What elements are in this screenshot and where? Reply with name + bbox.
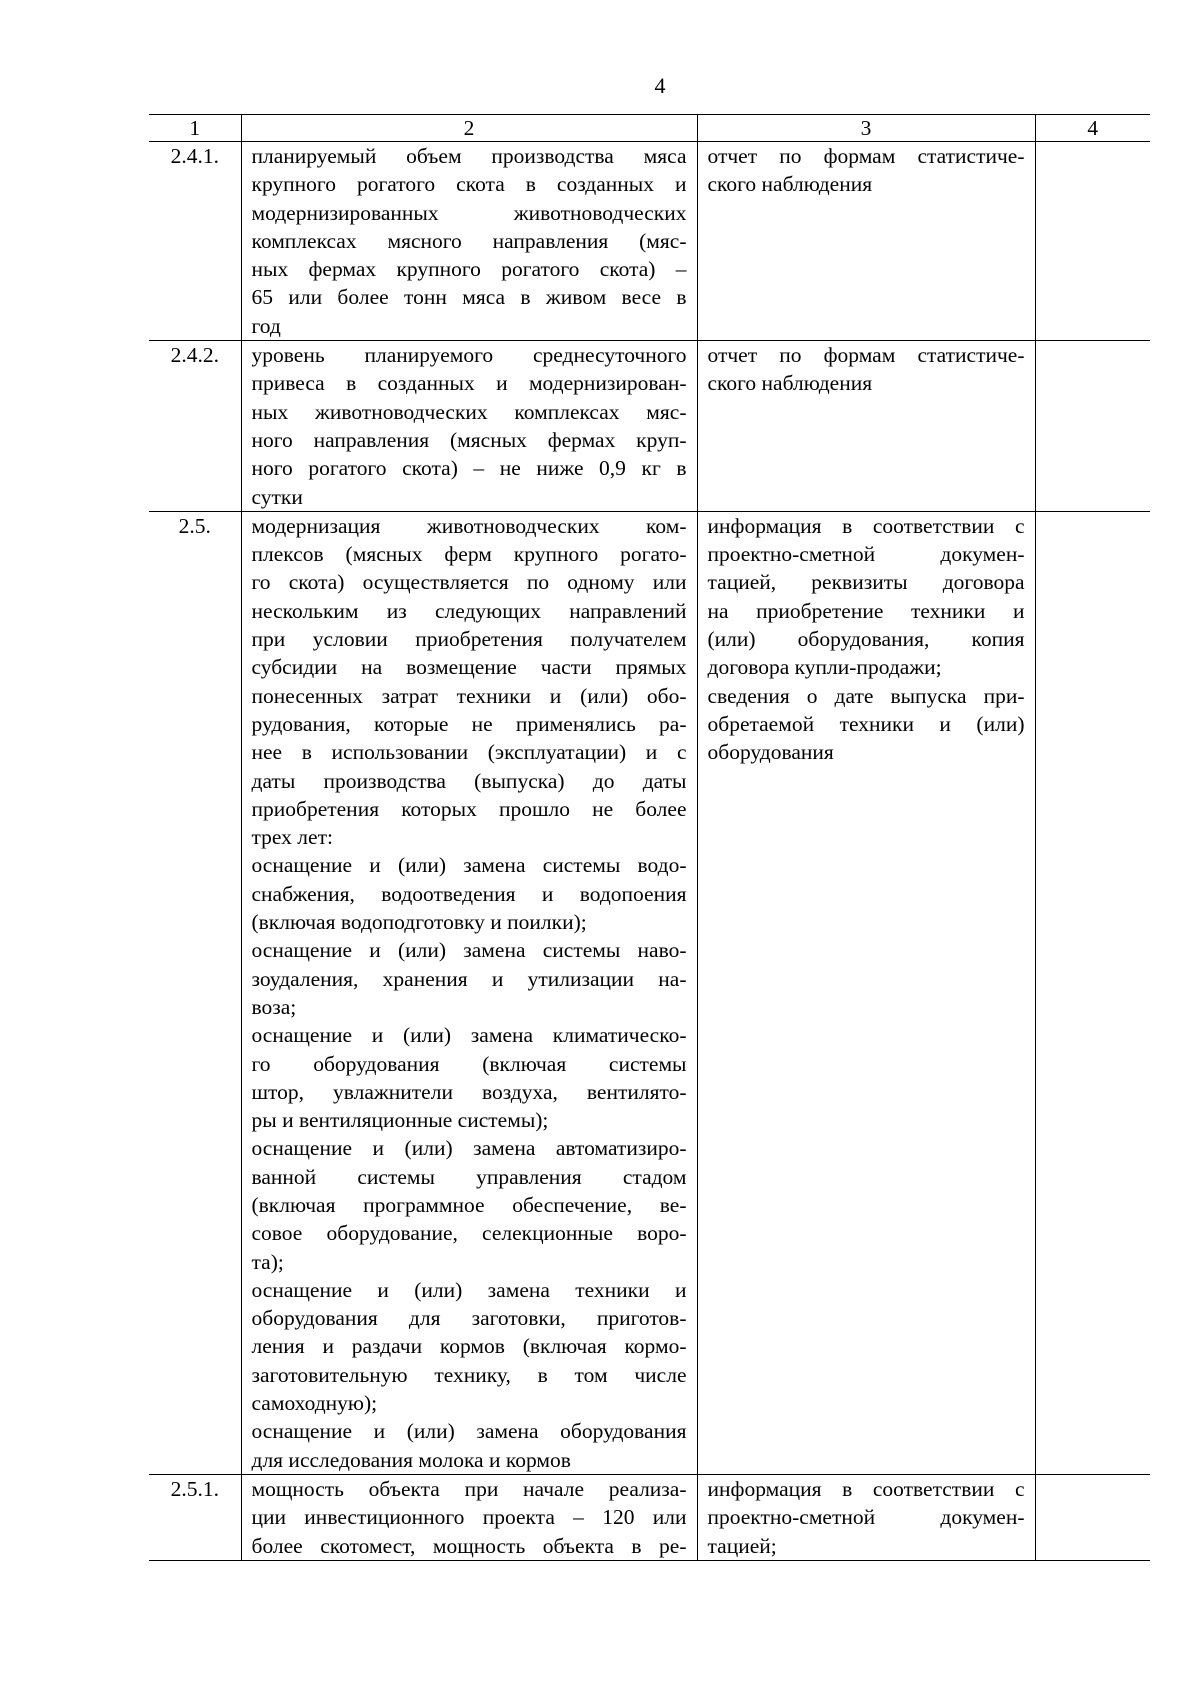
text-line: ных животноводческих комплексах мяс- [251, 399, 687, 424]
text-line: отчет по формам статистиче- [707, 343, 1025, 368]
text-line: заготовительную технику, в том числе [251, 1362, 687, 1387]
text-line: оснащение и (или) замена автоматизиро- [251, 1136, 687, 1161]
text-line: нее в использовании (эксплуатации) и с [251, 740, 687, 765]
text-line: тацией; [707, 1533, 777, 1558]
text-line: нескольким из следующих направлений [251, 598, 687, 623]
text-line: совое оборудование, селекционные воро- [251, 1221, 687, 1246]
text-line: информация в соответствии с [707, 1476, 1025, 1501]
text-line: на приобретение техники и [707, 598, 1025, 623]
text-line: проектно-сметной докумен- [707, 542, 1025, 567]
row-description [241, 341, 697, 512]
text-line: планируемый объем производства мяса [251, 144, 687, 168]
text-line: для исследования молока и кормов [251, 1447, 571, 1472]
text-line: уровень планируемого среднесуточного [251, 343, 687, 368]
text-line: ного рогатого скота) – не ниже 0,9 кг в [251, 456, 687, 481]
row-documents [697, 1474, 1035, 1560]
text-line: оборудования для заготовки, приготов- [251, 1306, 687, 1331]
text-line: модернизированных животноводческих [251, 200, 687, 225]
text-line: го оборудования (включая системы [251, 1051, 687, 1076]
text-line: модернизация животноводческих ком- [251, 513, 687, 538]
text-line: ления и раздачи кормов (включая кормо- [251, 1334, 687, 1359]
column-header-1: 1 [149, 115, 241, 142]
row-col4 [1035, 1474, 1150, 1560]
text-line: обретаемой техники и (или) [707, 711, 1025, 736]
text-line: ных фермах крупного рогатого скота) – [251, 257, 687, 282]
text-line: (или) оборудования, копия [707, 627, 1025, 652]
row-number: 2.5.1. [149, 1474, 241, 1560]
text-line: информация в соответствии с [707, 513, 1025, 538]
column-header-4: 4 [1035, 115, 1150, 142]
text-line: сведения о дате выпуска при- [707, 683, 1025, 708]
table-row [149, 142, 1150, 341]
text-line: крупного рогатого скота в созданных и [251, 172, 687, 197]
row-col4 [1035, 142, 1150, 341]
table-header-row [149, 115, 1150, 142]
text-line: снабжения, водоотведения и водопоения [251, 881, 687, 906]
row-documents [697, 341, 1035, 512]
text-line: год [251, 313, 281, 338]
column-header-3: 3 [697, 115, 1035, 142]
text-line: ного направления (мясных фермах круп- [251, 427, 687, 452]
text-line: оснащение и (или) замена системы наво- [251, 938, 687, 963]
text-line: ского наблюдения [707, 371, 873, 396]
text-line: та); [251, 1249, 284, 1274]
row-documents [697, 511, 1035, 1474]
text-line: оснащение и (или) замена системы водо- [251, 853, 687, 878]
row-description [241, 1474, 697, 1560]
text-line: мощность объекта при начале реализа- [251, 1476, 687, 1501]
text-line: оснащение и (или) замена техники и [251, 1277, 687, 1302]
text-line: ции инвестиционного проекта – 120 или [251, 1505, 687, 1530]
text-line: субсидии на возмещение части прямых [251, 655, 687, 680]
row-documents [697, 142, 1035, 341]
row-col4 [1035, 511, 1150, 1474]
text-line: (включая водоподготовку и поилки); [251, 910, 587, 935]
text-line: 65 или более тонн мяса в живом весе в [251, 285, 687, 310]
text-line: плексов (мясных ферм крупного рогато- [251, 542, 687, 567]
text-line: трех лет: [251, 825, 333, 850]
text-line: го скота) осуществляется по одному или [251, 570, 687, 595]
text-line: при условии приобретения получателем [251, 627, 687, 652]
row-number: 2.4.1. [149, 142, 241, 341]
text-line: договора купли-продажи; [707, 655, 942, 680]
table-row [149, 1474, 1150, 1560]
row-col4 [1035, 341, 1150, 512]
text-line: приобретения которых прошло не более [251, 796, 687, 821]
text-line: привеса в созданных и модернизирован- [251, 371, 687, 396]
page-number: 4 [654, 73, 666, 98]
text-line: оснащение и (или) замена климатическо- [251, 1023, 687, 1048]
text-line: оборудования [707, 740, 834, 765]
text-line: зоудаления, хранения и утилизации на- [251, 966, 687, 991]
table-row [149, 341, 1150, 512]
row-number: 2.4.2. [149, 341, 241, 512]
text-line: штор, увлажнители воздуха, вентилято- [251, 1079, 687, 1104]
row-description [241, 142, 697, 341]
text-line: даты производства (выпуска) до даты [251, 768, 687, 793]
text-line: самоходную); [251, 1391, 378, 1416]
text-line: сутки [251, 484, 303, 509]
text-line: ры и вентиляционные системы); [251, 1108, 549, 1133]
text-line: понесенных затрат техники и (или) обо- [251, 683, 687, 708]
text-line: воза; [251, 994, 297, 1019]
row-description [241, 511, 697, 1474]
text-line: (включая программное обеспечение, ве- [251, 1192, 687, 1217]
text-line: более скотомест, мощность объекта в ре- [251, 1533, 687, 1558]
column-header-2: 2 [241, 115, 697, 142]
criteria-table [149, 114, 1150, 1561]
text-line: отчет по формам статистиче- [707, 144, 1025, 168]
text-line: комплексах мясного направления (мяс- [251, 228, 687, 253]
text-line: ванной системы управления стадом [251, 1164, 687, 1189]
text-line: рудования, которые не применялись ра- [251, 711, 687, 736]
text-line: проектно-сметной докумен- [707, 1505, 1025, 1530]
text-line: ского наблюдения [707, 172, 873, 197]
text-line: оснащение и (или) замена оборудования [251, 1419, 687, 1444]
row-number: 2.5. [149, 511, 241, 1474]
table-row [149, 511, 1150, 1474]
text-line: тацией, реквизиты договора [707, 570, 1025, 595]
